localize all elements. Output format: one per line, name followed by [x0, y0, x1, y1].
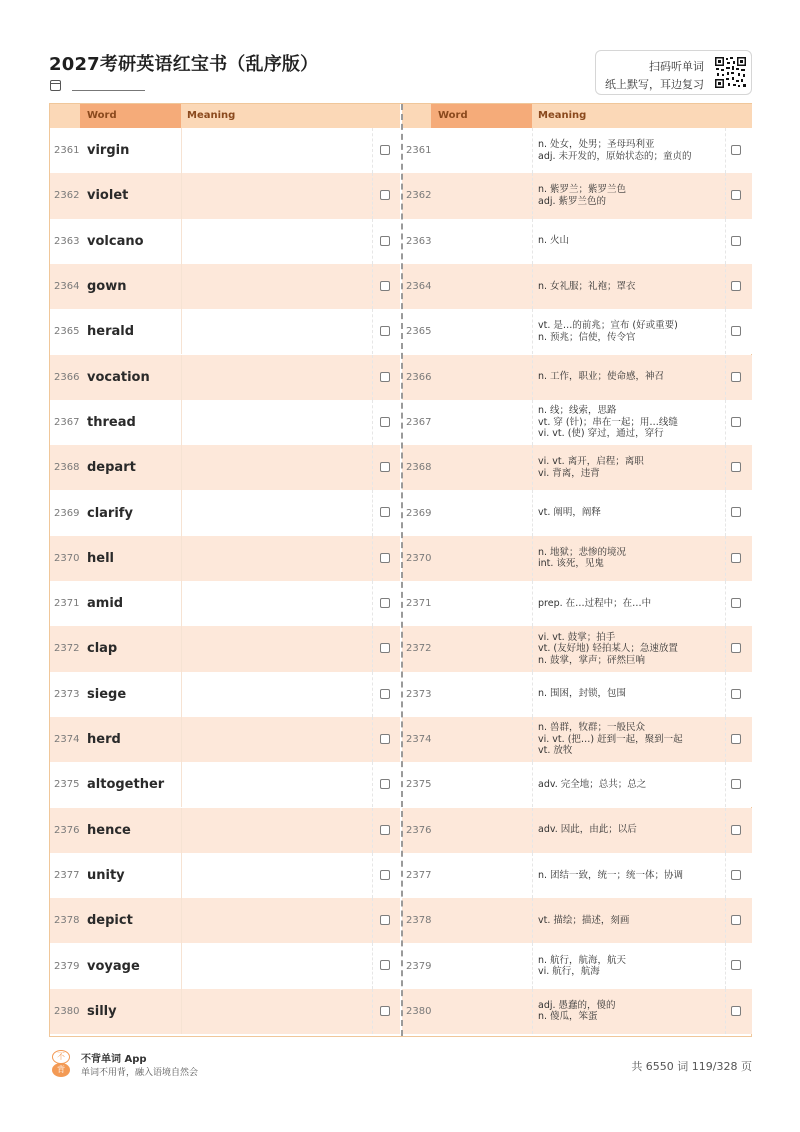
table-row-right — [402, 898, 752, 943]
check-column-separator — [725, 989, 726, 1034]
meaning-line: n. 围困，封锁，包围 — [538, 688, 627, 700]
meaning-blank-cell[interactable] — [181, 717, 373, 762]
check-column-separator — [725, 173, 726, 218]
word-text: silly — [87, 1003, 117, 1019]
table-row-left — [50, 717, 400, 762]
meaning-line: vt. 阐明，阐释 — [538, 507, 601, 519]
table-row-right — [402, 219, 752, 264]
word-number: 2375 — [54, 779, 80, 791]
word-number: 2368 — [54, 462, 80, 474]
checkbox-left[interactable] — [380, 598, 390, 608]
check-column-separator — [725, 672, 726, 717]
table-row-left — [50, 853, 400, 898]
meaning-line: vt. 穿 (针)；串在一起；用…线缝 — [538, 416, 678, 428]
table-row-right — [402, 853, 752, 898]
check-column-separator — [725, 490, 726, 535]
meaning-text — [538, 943, 626, 988]
qr-code-panel[interactable] — [595, 50, 752, 95]
word-text: virgin — [87, 143, 130, 159]
table-row-right — [402, 264, 752, 309]
checkbox-left[interactable] — [380, 915, 390, 925]
word-text: hell — [87, 550, 114, 566]
qr-note-line2: 纸上默写，耳边复习 — [605, 78, 704, 91]
meaning-blank-cell[interactable] — [181, 672, 373, 717]
word-text: unity — [87, 867, 125, 883]
word-number: 2369 — [54, 507, 80, 519]
meaning-text — [538, 536, 626, 581]
word-number: 2362 — [54, 190, 80, 202]
table-row-right — [402, 128, 752, 173]
table-row-left — [50, 128, 400, 173]
word-text: herd — [87, 732, 121, 748]
meaning-text — [538, 989, 616, 1034]
fold-divider — [401, 104, 403, 1036]
word-number: 2363 — [54, 235, 80, 247]
meaning-blank-cell[interactable] — [181, 128, 373, 173]
checkbox-left[interactable] — [380, 825, 390, 835]
meaning-line: n. 紫罗兰；紫罗兰色 — [538, 184, 627, 196]
word-number: 2377 — [54, 869, 80, 881]
word-number: 2370 — [406, 552, 432, 564]
meaning-text — [538, 762, 646, 807]
word-blank-cell[interactable] — [532, 536, 533, 581]
table-row-right — [402, 717, 752, 762]
check-column-separator — [725, 808, 726, 853]
checkbox-right[interactable] — [731, 915, 741, 925]
meaning-line: n. 女礼服；礼袍；罩衣 — [538, 280, 636, 292]
meaning-line: adv. 完全地；总共；总之 — [538, 779, 647, 791]
logo-top-char: 不 — [52, 1050, 70, 1064]
checkbox-right[interactable] — [731, 825, 741, 835]
page-count: 共 6550 词 119/328 页 — [631, 1060, 752, 1073]
table-row-right — [402, 762, 752, 807]
checkbox-right[interactable] — [731, 598, 741, 608]
table-row-left — [50, 445, 400, 490]
meaning-line: vi. vt. (使) 穿过，通过，穿行 — [538, 428, 664, 440]
word-blank-cell[interactable] — [532, 626, 533, 671]
checkbox-left[interactable] — [380, 326, 390, 336]
meaning-line: n. 火山 — [538, 235, 570, 247]
check-column-separator — [725, 219, 726, 264]
checkbox-left[interactable] — [380, 553, 390, 563]
checkbox-right[interactable] — [731, 190, 741, 200]
checkbox-left[interactable] — [380, 507, 390, 517]
word-number: 2365 — [54, 326, 80, 338]
app-logo — [52, 1050, 72, 1078]
word-blank-cell[interactable] — [532, 355, 533, 400]
word-blank-cell[interactable] — [532, 400, 533, 445]
table-row-left — [50, 355, 400, 400]
meaning-blank-cell[interactable] — [181, 853, 373, 898]
meaning-blank-cell[interactable] — [181, 989, 373, 1034]
word-number: 2363 — [406, 235, 432, 247]
checkbox-left[interactable] — [380, 462, 390, 472]
table-row-right — [402, 490, 752, 535]
word-number: 2373 — [406, 688, 432, 700]
checkbox-left[interactable] — [380, 960, 390, 970]
word-text: hence — [87, 822, 131, 838]
meaning-text — [538, 355, 664, 400]
word-blank-cell[interactable] — [532, 853, 533, 898]
word-number: 2379 — [406, 960, 432, 972]
meaning-line: adj. 紫罗兰色的 — [538, 195, 607, 207]
word-text: vocation — [87, 369, 150, 385]
meaning-blank-cell[interactable] — [181, 808, 373, 853]
meaning-line: adv. 因此，由此；以后 — [538, 824, 637, 836]
table-row-right — [402, 400, 752, 445]
meaning-text — [538, 264, 636, 309]
word-number: 2379 — [54, 960, 80, 972]
word-blank-cell[interactable] — [532, 128, 533, 173]
meaning-blank-cell[interactable] — [181, 264, 373, 309]
table-row-left — [50, 264, 400, 309]
check-column-separator — [725, 581, 726, 626]
check-column-separator — [725, 264, 726, 309]
checkbox-left[interactable] — [380, 281, 390, 291]
meaning-line: n. 鼓掌，掌声；砰然巨响 — [538, 654, 646, 666]
meaning-blank-cell[interactable] — [181, 943, 373, 988]
check-column-separator — [725, 626, 726, 671]
meaning-line: vt. 放牧 — [538, 745, 573, 757]
checkbox-right[interactable] — [731, 643, 741, 653]
date-blank-line — [72, 90, 145, 91]
word-text: violet — [87, 188, 129, 204]
table-row-left — [50, 898, 400, 943]
word-number: 2376 — [54, 824, 80, 836]
word-number: 2375 — [406, 779, 432, 791]
meaning-blank-cell[interactable] — [181, 762, 373, 807]
checkbox-right[interactable] — [731, 870, 741, 880]
word-blank-cell[interactable] — [532, 173, 533, 218]
meaning-line: prep. 在…过程中；在…中 — [538, 597, 652, 609]
meaning-blank-cell[interactable] — [181, 581, 373, 626]
check-column-separator — [725, 762, 726, 807]
word-blank-cell[interactable] — [532, 581, 533, 626]
word-number: 2370 — [54, 552, 80, 564]
checkbox-right[interactable] — [731, 779, 741, 789]
table-row-left — [50, 536, 400, 581]
word-text: voyage — [87, 958, 140, 974]
word-text: depict — [87, 913, 133, 929]
word-number: 2364 — [54, 281, 80, 293]
word-number: 2364 — [406, 281, 432, 293]
meaning-line: vi. 背离，违背 — [538, 467, 600, 479]
checkbox-right[interactable] — [731, 281, 741, 291]
meaning-text — [538, 898, 629, 943]
word-number: 2368 — [406, 462, 432, 474]
vocabulary-sheet — [49, 103, 752, 1037]
table-row-left — [50, 808, 400, 853]
word-number: 2362 — [406, 190, 432, 202]
meaning-text — [538, 626, 678, 671]
meaning-blank-cell[interactable] — [181, 626, 373, 671]
checkbox-right[interactable] — [731, 553, 741, 563]
table-row-right — [402, 808, 752, 853]
word-number: 2374 — [406, 734, 432, 746]
word-number: 2376 — [406, 824, 432, 836]
logo-bottom-char: 背 — [52, 1063, 70, 1077]
meaning-blank-cell[interactable] — [181, 173, 373, 218]
word-blank-cell[interactable] — [532, 943, 533, 988]
table-row-left — [50, 173, 400, 218]
word-number: 2369 — [406, 507, 432, 519]
meaning-line: n. 傻瓜，笨蛋 — [538, 1011, 598, 1023]
word-text: volcano — [87, 233, 144, 249]
meaning-text — [538, 400, 678, 445]
word-blank-cell[interactable] — [532, 672, 533, 717]
word-text: herald — [87, 324, 135, 340]
table-row-right — [402, 536, 752, 581]
word-number: 2374 — [54, 734, 80, 746]
check-column-separator — [725, 536, 726, 581]
word-text: altogether — [87, 777, 165, 793]
table-row-right — [402, 445, 752, 490]
word-text: gown — [87, 279, 127, 295]
word-blank-cell[interactable] — [532, 762, 533, 807]
word-blank-cell[interactable] — [532, 989, 533, 1034]
check-column-separator — [725, 717, 726, 762]
meaning-text — [538, 490, 601, 535]
meaning-line: n. 团结一致，统一；统一体；协调 — [538, 869, 684, 881]
word-text: clarify — [87, 505, 133, 521]
meaning-blank-cell[interactable] — [181, 445, 373, 490]
meaning-line: n. 航行，航海，航天 — [538, 954, 627, 966]
word-number: 2373 — [54, 688, 80, 700]
meaning-text — [538, 717, 683, 762]
word-number: 2380 — [54, 1005, 80, 1017]
checkbox-right[interactable] — [731, 960, 741, 970]
table-row-left — [50, 989, 400, 1034]
check-column-separator — [725, 943, 726, 988]
meaning-line: vi. 航行，航海 — [538, 966, 600, 978]
table-row-left — [50, 581, 400, 626]
check-column-separator — [725, 898, 726, 943]
page-title: 2027考研英语红宝书（乱序版） — [49, 54, 319, 75]
table-row-right — [402, 581, 752, 626]
word-number: 2361 — [54, 145, 80, 157]
check-column-separator — [725, 355, 726, 400]
word-blank-cell[interactable] — [532, 898, 533, 943]
checkbox-right[interactable] — [731, 236, 741, 246]
table-row-left — [50, 219, 400, 264]
left-meaning-header: Meaning — [187, 110, 236, 121]
table-row-right — [402, 943, 752, 988]
checkbox-left[interactable] — [380, 643, 390, 653]
meaning-text — [538, 853, 683, 898]
word-number: 2371 — [54, 598, 80, 610]
checkbox-right[interactable] — [731, 326, 741, 336]
meaning-line: n. 地狱；悲惨的境况 — [538, 546, 627, 558]
meaning-line: n. 线；线索，思路 — [538, 405, 617, 417]
calendar-icon — [50, 80, 61, 91]
table-row-left — [50, 400, 400, 445]
word-number: 2372 — [406, 643, 432, 655]
meaning-text — [538, 219, 569, 264]
meaning-text — [538, 173, 626, 218]
meaning-line: n. 兽群，牧群；一般民众 — [538, 722, 646, 734]
meaning-text — [538, 309, 678, 354]
word-text: depart — [87, 460, 136, 476]
checkbox-left[interactable] — [380, 779, 390, 789]
meaning-line: vi. vt. (把…) 赶到一起，聚到一起 — [538, 733, 683, 745]
meaning-line: vt. (友好地) 轻拍某人；急速放置 — [538, 643, 678, 655]
meaning-blank-cell[interactable] — [181, 400, 373, 445]
word-number: 2366 — [54, 371, 80, 383]
meaning-blank-cell[interactable] — [181, 219, 373, 264]
right-word-header: Word — [438, 110, 468, 121]
checkbox-right[interactable] — [731, 689, 741, 699]
word-text: siege — [87, 686, 127, 702]
checkbox-left[interactable] — [380, 190, 390, 200]
meaning-line: vi. vt. 鼓掌；拍手 — [538, 631, 616, 643]
meaning-line: n. 工作，职业；使命感，神召 — [538, 371, 665, 383]
word-number: 2378 — [406, 915, 432, 927]
word-number: 2372 — [54, 643, 80, 655]
check-column-separator — [725, 400, 726, 445]
word-blank-cell[interactable] — [532, 264, 533, 309]
checkbox-left[interactable] — [380, 417, 390, 427]
word-blank-cell[interactable] — [532, 219, 533, 264]
checkbox-right[interactable] — [731, 462, 741, 472]
qr-note-line1: 扫码听单词 — [649, 60, 704, 73]
meaning-blank-cell[interactable] — [181, 898, 373, 943]
meaning-line: int. 该死，见鬼 — [538, 558, 604, 570]
checkbox-left[interactable] — [380, 372, 390, 382]
word-number: 2378 — [54, 915, 80, 927]
left-word-header: Word — [87, 110, 117, 121]
word-blank-cell[interactable] — [532, 490, 533, 535]
checkbox-left[interactable] — [380, 236, 390, 246]
word-blank-cell[interactable] — [532, 808, 533, 853]
word-number: 2380 — [406, 1005, 432, 1017]
word-blank-cell[interactable] — [532, 309, 533, 354]
table-row-right — [402, 989, 752, 1034]
meaning-line: vt. 是…的前兆；宣布 (好或重要) — [538, 320, 678, 332]
meaning-text — [538, 128, 692, 173]
word-number: 2377 — [406, 869, 432, 881]
checkbox-left[interactable] — [380, 1006, 390, 1016]
meaning-line: n. 处女，处男；圣母玛利亚 — [538, 139, 655, 151]
meaning-line: n. 预兆；信使，传令官 — [538, 331, 636, 343]
word-text: amid — [87, 596, 124, 612]
meaning-blank-cell[interactable] — [181, 355, 373, 400]
meaning-line: adj. 未开发的，原始状态的；童贞的 — [538, 150, 692, 162]
word-blank-cell[interactable] — [532, 445, 533, 490]
checkbox-right[interactable] — [731, 507, 741, 517]
table-row-right — [402, 355, 752, 400]
table-row-left — [50, 762, 400, 807]
meaning-blank-cell[interactable] — [181, 490, 373, 535]
checkbox-left[interactable] — [380, 870, 390, 880]
check-column-separator — [725, 309, 726, 354]
table-row-left — [50, 490, 400, 535]
checkbox-left[interactable] — [380, 145, 390, 155]
word-number: 2365 — [406, 326, 432, 338]
word-number: 2366 — [406, 371, 432, 383]
table-row-right — [402, 173, 752, 218]
checkbox-right[interactable] — [731, 145, 741, 155]
word-number: 2367 — [54, 416, 80, 428]
word-number: 2371 — [406, 598, 432, 610]
table-row-left — [50, 626, 400, 671]
word-text: thread — [87, 414, 136, 430]
meaning-line: adj. 愚蠢的，傻的 — [538, 999, 616, 1011]
qr-code-icon — [714, 56, 747, 89]
checkbox-left[interactable] — [380, 734, 390, 744]
app-name: 不背单词 App — [81, 1054, 147, 1065]
table-row-left — [50, 672, 400, 717]
checkbox-right[interactable] — [731, 734, 741, 744]
word-blank-cell[interactable] — [532, 717, 533, 762]
checkbox-right[interactable] — [731, 417, 741, 427]
word-number: 2361 — [406, 145, 432, 157]
word-number: 2367 — [406, 416, 432, 428]
meaning-line: vi. vt. 离开，启程；离职 — [538, 456, 644, 468]
right-meaning-header: Meaning — [538, 110, 587, 121]
checkbox-right[interactable] — [731, 372, 741, 382]
check-column-separator — [725, 853, 726, 898]
check-column-separator — [725, 128, 726, 173]
meaning-text — [538, 672, 626, 717]
date-field — [50, 80, 145, 91]
app-slogan: 单词不用背，融入语境自然会 — [81, 1068, 199, 1078]
meaning-blank-cell[interactable] — [181, 309, 373, 354]
checkbox-left[interactable] — [380, 689, 390, 699]
check-column-separator — [725, 445, 726, 490]
table-row-right — [402, 626, 752, 671]
checkbox-right[interactable] — [731, 1006, 741, 1016]
word-text: clap — [87, 641, 118, 657]
table-row-right — [402, 672, 752, 717]
meaning-text — [538, 808, 637, 853]
meaning-blank-cell[interactable] — [181, 536, 373, 581]
table-row-left — [50, 309, 400, 354]
meaning-line: vt. 描绘；描述，刻画 — [538, 914, 630, 926]
meaning-text — [538, 581, 651, 626]
table-row-left — [50, 943, 400, 988]
meaning-text — [538, 445, 644, 490]
table-row-right — [402, 309, 752, 354]
